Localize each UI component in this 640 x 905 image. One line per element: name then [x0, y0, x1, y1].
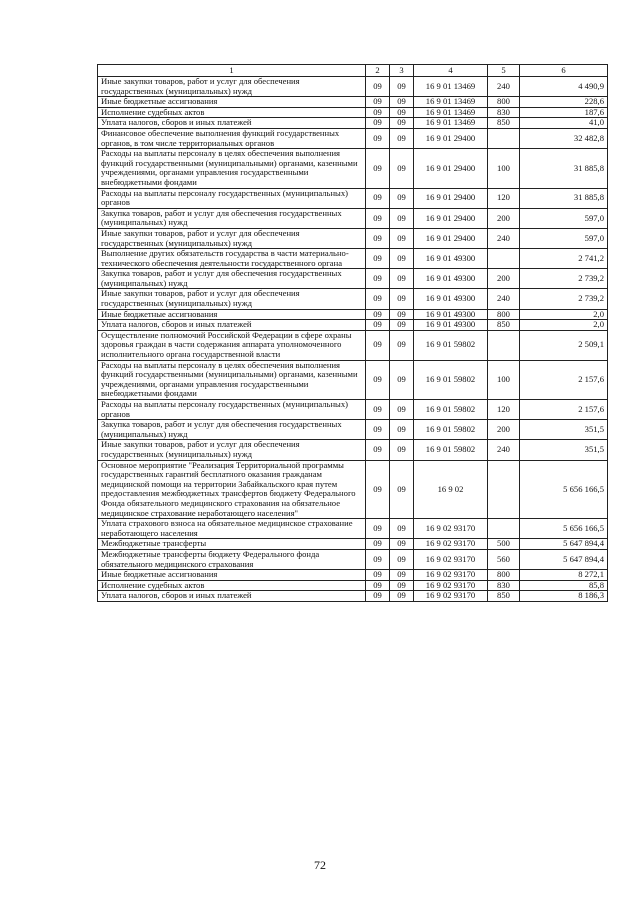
row-expense-type-cell [488, 128, 520, 148]
table-row [98, 570, 608, 581]
row-amount-cell: 31 885,8 [520, 188, 608, 208]
row-name-cell: Иные закупки товаров, работ и услуг для обеспечения государственных (муниципальных) нужд [98, 228, 366, 248]
row-section-cell: 09 [366, 97, 390, 108]
row-name-cell: Уплата страхового взноса на обязательное медицинское страхование неработающего населения [98, 519, 366, 539]
row-target-article-cell: 16 9 01 29400 [414, 208, 488, 228]
row-amount-cell: 2,0 [520, 320, 608, 331]
row-amount-cell: 187,6 [520, 107, 608, 118]
row-subsection-cell: 09 [390, 289, 414, 309]
row-section-cell: 09 [366, 330, 390, 360]
table-row [98, 309, 608, 320]
row-target-article-cell: 16 9 02 93170 [414, 570, 488, 581]
table-row [98, 539, 608, 550]
table-row [98, 249, 608, 269]
row-target-article-cell: 16 9 01 59802 [414, 330, 488, 360]
row-name-cell: Осуществление полномочий Российской Федерации в сфере охраны здоровья граждан в части содержания аппарата уполномоченного исполнительного органа государственной власти [98, 330, 366, 360]
column-header-section: 2 [366, 65, 390, 77]
row-target-article-cell: 16 9 01 49300 [414, 309, 488, 320]
row-section-cell: 09 [366, 539, 390, 550]
column-header-name: 1 [98, 65, 366, 77]
row-subsection-cell: 09 [390, 269, 414, 289]
row-target-article-cell: 16 9 01 59802 [414, 440, 488, 460]
row-subsection-cell: 09 [390, 570, 414, 581]
row-amount-cell: 8 272,1 [520, 570, 608, 581]
row-amount-cell: 32 482,8 [520, 128, 608, 148]
row-amount-cell: 5 647 894,4 [520, 549, 608, 569]
table-row [98, 77, 608, 97]
column-header-expense-type: 5 [488, 65, 520, 77]
row-expense-type-cell: 800 [488, 570, 520, 581]
row-name-cell: Закупка товаров, работ и услуг для обеспечения государственных (муниципальных) нужд [98, 269, 366, 289]
table-row [98, 97, 608, 108]
row-name-cell: Исполнение судебных актов [98, 580, 366, 591]
row-target-article-cell: 16 9 02 93170 [414, 591, 488, 602]
row-amount-cell: 2 157,6 [520, 400, 608, 420]
table-row [98, 128, 608, 148]
row-name-cell: Закупка товаров, работ и услуг для обеспечения государственных (муниципальных) нужд [98, 420, 366, 440]
row-section-cell: 09 [366, 118, 390, 129]
table-row [98, 360, 608, 399]
row-amount-cell: 597,0 [520, 228, 608, 248]
row-target-article-cell: 16 9 01 29400 [414, 188, 488, 208]
row-target-article-cell: 16 9 02 93170 [414, 539, 488, 550]
row-section-cell: 09 [366, 228, 390, 248]
row-section-cell: 09 [366, 591, 390, 602]
row-amount-cell: 2 157,6 [520, 360, 608, 399]
table-row [98, 107, 608, 118]
column-header-subsection: 3 [390, 65, 414, 77]
row-section-cell: 09 [366, 360, 390, 399]
row-expense-type-cell: 850 [488, 591, 520, 602]
row-expense-type-cell: 830 [488, 107, 520, 118]
row-section-cell: 09 [366, 77, 390, 97]
row-expense-type-cell: 560 [488, 549, 520, 569]
row-expense-type-cell: 240 [488, 228, 520, 248]
row-target-article-cell: 16 9 01 49300 [414, 320, 488, 331]
row-subsection-cell: 09 [390, 149, 414, 188]
row-name-cell: Иные закупки товаров, работ и услуг для обеспечения государственных (муниципальных) нужд [98, 440, 366, 460]
row-expense-type-cell: 100 [488, 149, 520, 188]
row-expense-type-cell: 200 [488, 208, 520, 228]
table-row [98, 580, 608, 591]
row-section-cell: 09 [366, 519, 390, 539]
row-expense-type-cell: 850 [488, 118, 520, 129]
row-amount-cell: 4 490,9 [520, 77, 608, 97]
row-expense-type-cell: 200 [488, 269, 520, 289]
row-name-cell: Основное мероприятие "Реализация Территориальной программы государственных гарантий бесплатного оказания гражданам медицинской помощи на территории Забайкальского края путем предоставления межбюджетных трансфертов бюджету Федерального Фонда обязательного медицинского страхования на обязательное медицинское страхование неработающего населения" [98, 460, 366, 519]
row-section-cell: 09 [366, 249, 390, 269]
row-subsection-cell: 09 [390, 360, 414, 399]
table-row [98, 289, 608, 309]
row-expense-type-cell: 800 [488, 309, 520, 320]
column-header-target-article: 4 [414, 65, 488, 77]
row-section-cell: 09 [366, 420, 390, 440]
row-expense-type-cell [488, 249, 520, 269]
row-amount-cell: 2 741,2 [520, 249, 608, 269]
row-section-cell: 09 [366, 309, 390, 320]
row-target-article-cell: 16 9 02 [414, 460, 488, 519]
row-target-article-cell: 16 9 01 59802 [414, 360, 488, 399]
table-row [98, 149, 608, 188]
row-name-cell: Межбюджетные трансферты [98, 539, 366, 550]
row-subsection-cell: 09 [390, 549, 414, 569]
row-target-article-cell: 16 9 01 13469 [414, 97, 488, 108]
row-target-article-cell: 16 9 01 49300 [414, 269, 488, 289]
row-section-cell: 09 [366, 128, 390, 148]
row-expense-type-cell [488, 330, 520, 360]
row-target-article-cell: 16 9 01 59802 [414, 420, 488, 440]
row-name-cell: Финансовое обеспечение выполнения функций государственных органов, в том числе территориальных органов [98, 128, 366, 148]
row-amount-cell: 228,6 [520, 97, 608, 108]
row-amount-cell: 5 656 166,5 [520, 460, 608, 519]
row-target-article-cell: 16 9 01 29400 [414, 228, 488, 248]
row-name-cell: Иные закупки товаров, работ и услуг для обеспечения государственных (муниципальных) нужд [98, 77, 366, 97]
row-expense-type-cell: 800 [488, 97, 520, 108]
row-name-cell: Иные закупки товаров, работ и услуг для обеспечения государственных (муниципальных) нужд [98, 289, 366, 309]
row-subsection-cell: 09 [390, 228, 414, 248]
row-subsection-cell: 09 [390, 118, 414, 129]
row-section-cell: 09 [366, 289, 390, 309]
table-row [98, 549, 608, 569]
row-name-cell: Расходы на выплаты персоналу государственных (муниципальных) органов [98, 400, 366, 420]
row-subsection-cell: 09 [390, 460, 414, 519]
row-section-cell: 09 [366, 188, 390, 208]
row-amount-cell: 2 509,1 [520, 330, 608, 360]
row-name-cell: Расходы на выплаты персоналу в целях обеспечения выполнения функций государственными (муниципальными) органами, казенными учреждениями, органами управления государственными внебюджетными фондами [98, 149, 366, 188]
row-name-cell: Иные бюджетные ассигнования [98, 570, 366, 581]
row-name-cell: Уплата налогов, сборов и иных платежей [98, 118, 366, 129]
row-expense-type-cell: 500 [488, 539, 520, 550]
row-amount-cell: 2 739,2 [520, 269, 608, 289]
row-expense-type-cell: 120 [488, 188, 520, 208]
row-name-cell: Выполнение других обязательств государства в части материально-технического обеспечения деятельности государственного органа [98, 249, 366, 269]
table-body [98, 77, 608, 602]
row-subsection-cell: 09 [390, 249, 414, 269]
row-name-cell: Уплата налогов, сборов и иных платежей [98, 320, 366, 331]
row-expense-type-cell: 240 [488, 440, 520, 460]
row-amount-cell: 351,5 [520, 420, 608, 440]
row-target-article-cell: 16 9 01 49300 [414, 249, 488, 269]
row-subsection-cell: 09 [390, 440, 414, 460]
row-subsection-cell: 09 [390, 591, 414, 602]
row-amount-cell: 597,0 [520, 208, 608, 228]
row-expense-type-cell [488, 460, 520, 519]
row-expense-type-cell: 850 [488, 320, 520, 331]
row-name-cell: Уплата налогов, сборов и иных платежей [98, 591, 366, 602]
row-section-cell: 09 [366, 570, 390, 581]
row-section-cell: 09 [366, 149, 390, 188]
row-section-cell: 09 [366, 208, 390, 228]
row-subsection-cell: 09 [390, 128, 414, 148]
row-subsection-cell: 09 [390, 309, 414, 320]
row-amount-cell: 2,0 [520, 309, 608, 320]
row-section-cell: 09 [366, 460, 390, 519]
row-amount-cell: 351,5 [520, 440, 608, 460]
row-name-cell: Иные бюджетные ассигнования [98, 97, 366, 108]
row-subsection-cell: 09 [390, 580, 414, 591]
row-section-cell: 09 [366, 269, 390, 289]
row-target-article-cell: 16 9 01 13469 [414, 118, 488, 129]
row-section-cell: 09 [366, 400, 390, 420]
row-name-cell: Межбюджетные трансферты бюджету Федерального фонда обязательного медицинского страхования [98, 549, 366, 569]
row-expense-type-cell: 830 [488, 580, 520, 591]
row-expense-type-cell [488, 519, 520, 539]
row-amount-cell: 8 186,3 [520, 591, 608, 602]
row-target-article-cell: 16 9 02 93170 [414, 519, 488, 539]
row-name-cell: Расходы на выплаты персоналу государственных (муниципальных) органов [98, 188, 366, 208]
table-row [98, 330, 608, 360]
row-amount-cell: 2 739,2 [520, 289, 608, 309]
budget-table [97, 64, 608, 602]
row-target-article-cell: 16 9 01 59802 [414, 400, 488, 420]
row-subsection-cell: 09 [390, 400, 414, 420]
table-header-row [98, 65, 608, 77]
row-expense-type-cell: 100 [488, 360, 520, 399]
row-section-cell: 09 [366, 107, 390, 118]
page-number: 72 [314, 858, 326, 872]
table-row [98, 188, 608, 208]
row-target-article-cell: 16 9 02 93170 [414, 549, 488, 569]
row-name-cell: Закупка товаров, работ и услуг для обеспечения государственных (муниципальных) нужд [98, 208, 366, 228]
row-subsection-cell: 09 [390, 208, 414, 228]
row-subsection-cell: 09 [390, 420, 414, 440]
row-subsection-cell: 09 [390, 77, 414, 97]
row-amount-cell: 41,0 [520, 118, 608, 129]
row-subsection-cell: 09 [390, 330, 414, 360]
row-target-article-cell: 16 9 01 29400 [414, 149, 488, 188]
row-amount-cell: 31 885,8 [520, 149, 608, 188]
column-header-amount: 6 [520, 65, 608, 77]
row-amount-cell: 5 647 894,4 [520, 539, 608, 550]
table-row [98, 320, 608, 331]
row-expense-type-cell: 240 [488, 289, 520, 309]
row-name-cell: Исполнение судебных актов [98, 107, 366, 118]
row-subsection-cell: 09 [390, 107, 414, 118]
row-target-article-cell: 16 9 02 93170 [414, 580, 488, 591]
row-amount-cell: 5 656 166,5 [520, 519, 608, 539]
row-subsection-cell: 09 [390, 539, 414, 550]
row-subsection-cell: 09 [390, 188, 414, 208]
row-target-article-cell: 16 9 01 49300 [414, 289, 488, 309]
row-target-article-cell: 16 9 01 29400 [414, 128, 488, 148]
row-section-cell: 09 [366, 440, 390, 460]
row-expense-type-cell: 240 [488, 77, 520, 97]
row-section-cell: 09 [366, 549, 390, 569]
row-name-cell: Иные бюджетные ассигнования [98, 309, 366, 320]
row-target-article-cell: 16 9 01 13469 [414, 107, 488, 118]
table-row [98, 118, 608, 129]
row-section-cell: 09 [366, 580, 390, 591]
row-target-article-cell: 16 9 01 13469 [414, 77, 488, 97]
row-name-cell: Расходы на выплаты персоналу в целях обеспечения выполнения функций государственными (муниципальными) органами, казенными учреждениями, органами управления государственными внебюджетными фондами [98, 360, 366, 399]
table-row [98, 269, 608, 289]
table-row [98, 519, 608, 539]
table-row [98, 460, 608, 519]
row-expense-type-cell: 200 [488, 420, 520, 440]
table-row [98, 591, 608, 602]
row-amount-cell: 85,8 [520, 580, 608, 591]
row-subsection-cell: 09 [390, 97, 414, 108]
row-subsection-cell: 09 [390, 519, 414, 539]
table-row [98, 440, 608, 460]
table-row [98, 420, 608, 440]
row-expense-type-cell: 120 [488, 400, 520, 420]
row-subsection-cell: 09 [390, 320, 414, 331]
row-section-cell: 09 [366, 320, 390, 331]
table-row [98, 208, 608, 228]
table-row [98, 400, 608, 420]
table-row [98, 228, 608, 248]
